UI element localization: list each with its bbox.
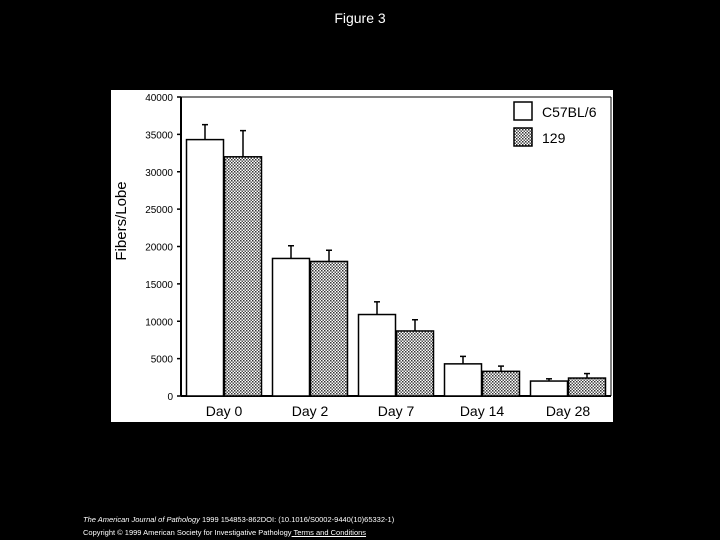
citation-text: 1999 154853-862DOI: (10.1016/S0002-9440(10)65332-1)	[199, 515, 395, 524]
footer-citation	[83, 515, 394, 524]
y-tick-label: 0	[167, 392, 173, 403]
slide-title: Figure 3	[334, 10, 386, 26]
terms-and-conditions-link[interactable]: Terms and Conditions	[291, 528, 367, 537]
bar-chart	[111, 90, 613, 422]
x-tick-label: Day 28	[545, 403, 591, 419]
x-tick-label: Day 2	[291, 403, 329, 419]
legend-swatch	[514, 102, 532, 120]
bar-c57bl6-day-0	[187, 140, 224, 396]
y-tick-label: 20000	[145, 242, 173, 254]
copyright-text: Copyright © 1999 American Society for Investigative Pathology	[83, 528, 292, 537]
bar-129-day-14	[483, 371, 520, 396]
bar-c57bl6-day-14	[445, 364, 482, 396]
journal-name: The American Journal of Pathology	[83, 515, 200, 524]
y-axis-label: Fibers/Lobe	[113, 181, 130, 261]
bar-c57bl6-day-2	[273, 258, 310, 396]
legend-swatch	[514, 128, 532, 146]
y-tick-label: 25000	[145, 205, 173, 217]
bar-129-day-28	[569, 378, 606, 396]
bar-129-day-7	[397, 331, 434, 396]
bar-c57bl6-day-28	[531, 381, 568, 396]
bars	[187, 140, 606, 396]
y-tick-label: 35000	[145, 130, 173, 142]
legend-label: 129	[542, 130, 566, 146]
x-tick-label: Day 14	[459, 403, 505, 419]
x-tick-label: Day 0	[205, 403, 243, 419]
figure-panel	[111, 90, 613, 422]
legend-label: C57BL/6	[542, 104, 597, 120]
bar-129-day-0	[225, 157, 262, 396]
legend	[514, 102, 597, 146]
y-tick-label: 10000	[145, 317, 173, 329]
footer-copyright	[83, 528, 366, 537]
x-axis	[206, 403, 591, 419]
bar-129-day-2	[311, 261, 348, 396]
x-tick-label: Day 7	[377, 403, 415, 419]
y-tick-label: 40000	[145, 93, 173, 104]
y-tick-label: 15000	[145, 279, 173, 291]
y-tick-label: 30000	[145, 167, 173, 179]
bar-c57bl6-day-7	[359, 315, 396, 396]
y-tick-label: 5000	[150, 354, 173, 366]
